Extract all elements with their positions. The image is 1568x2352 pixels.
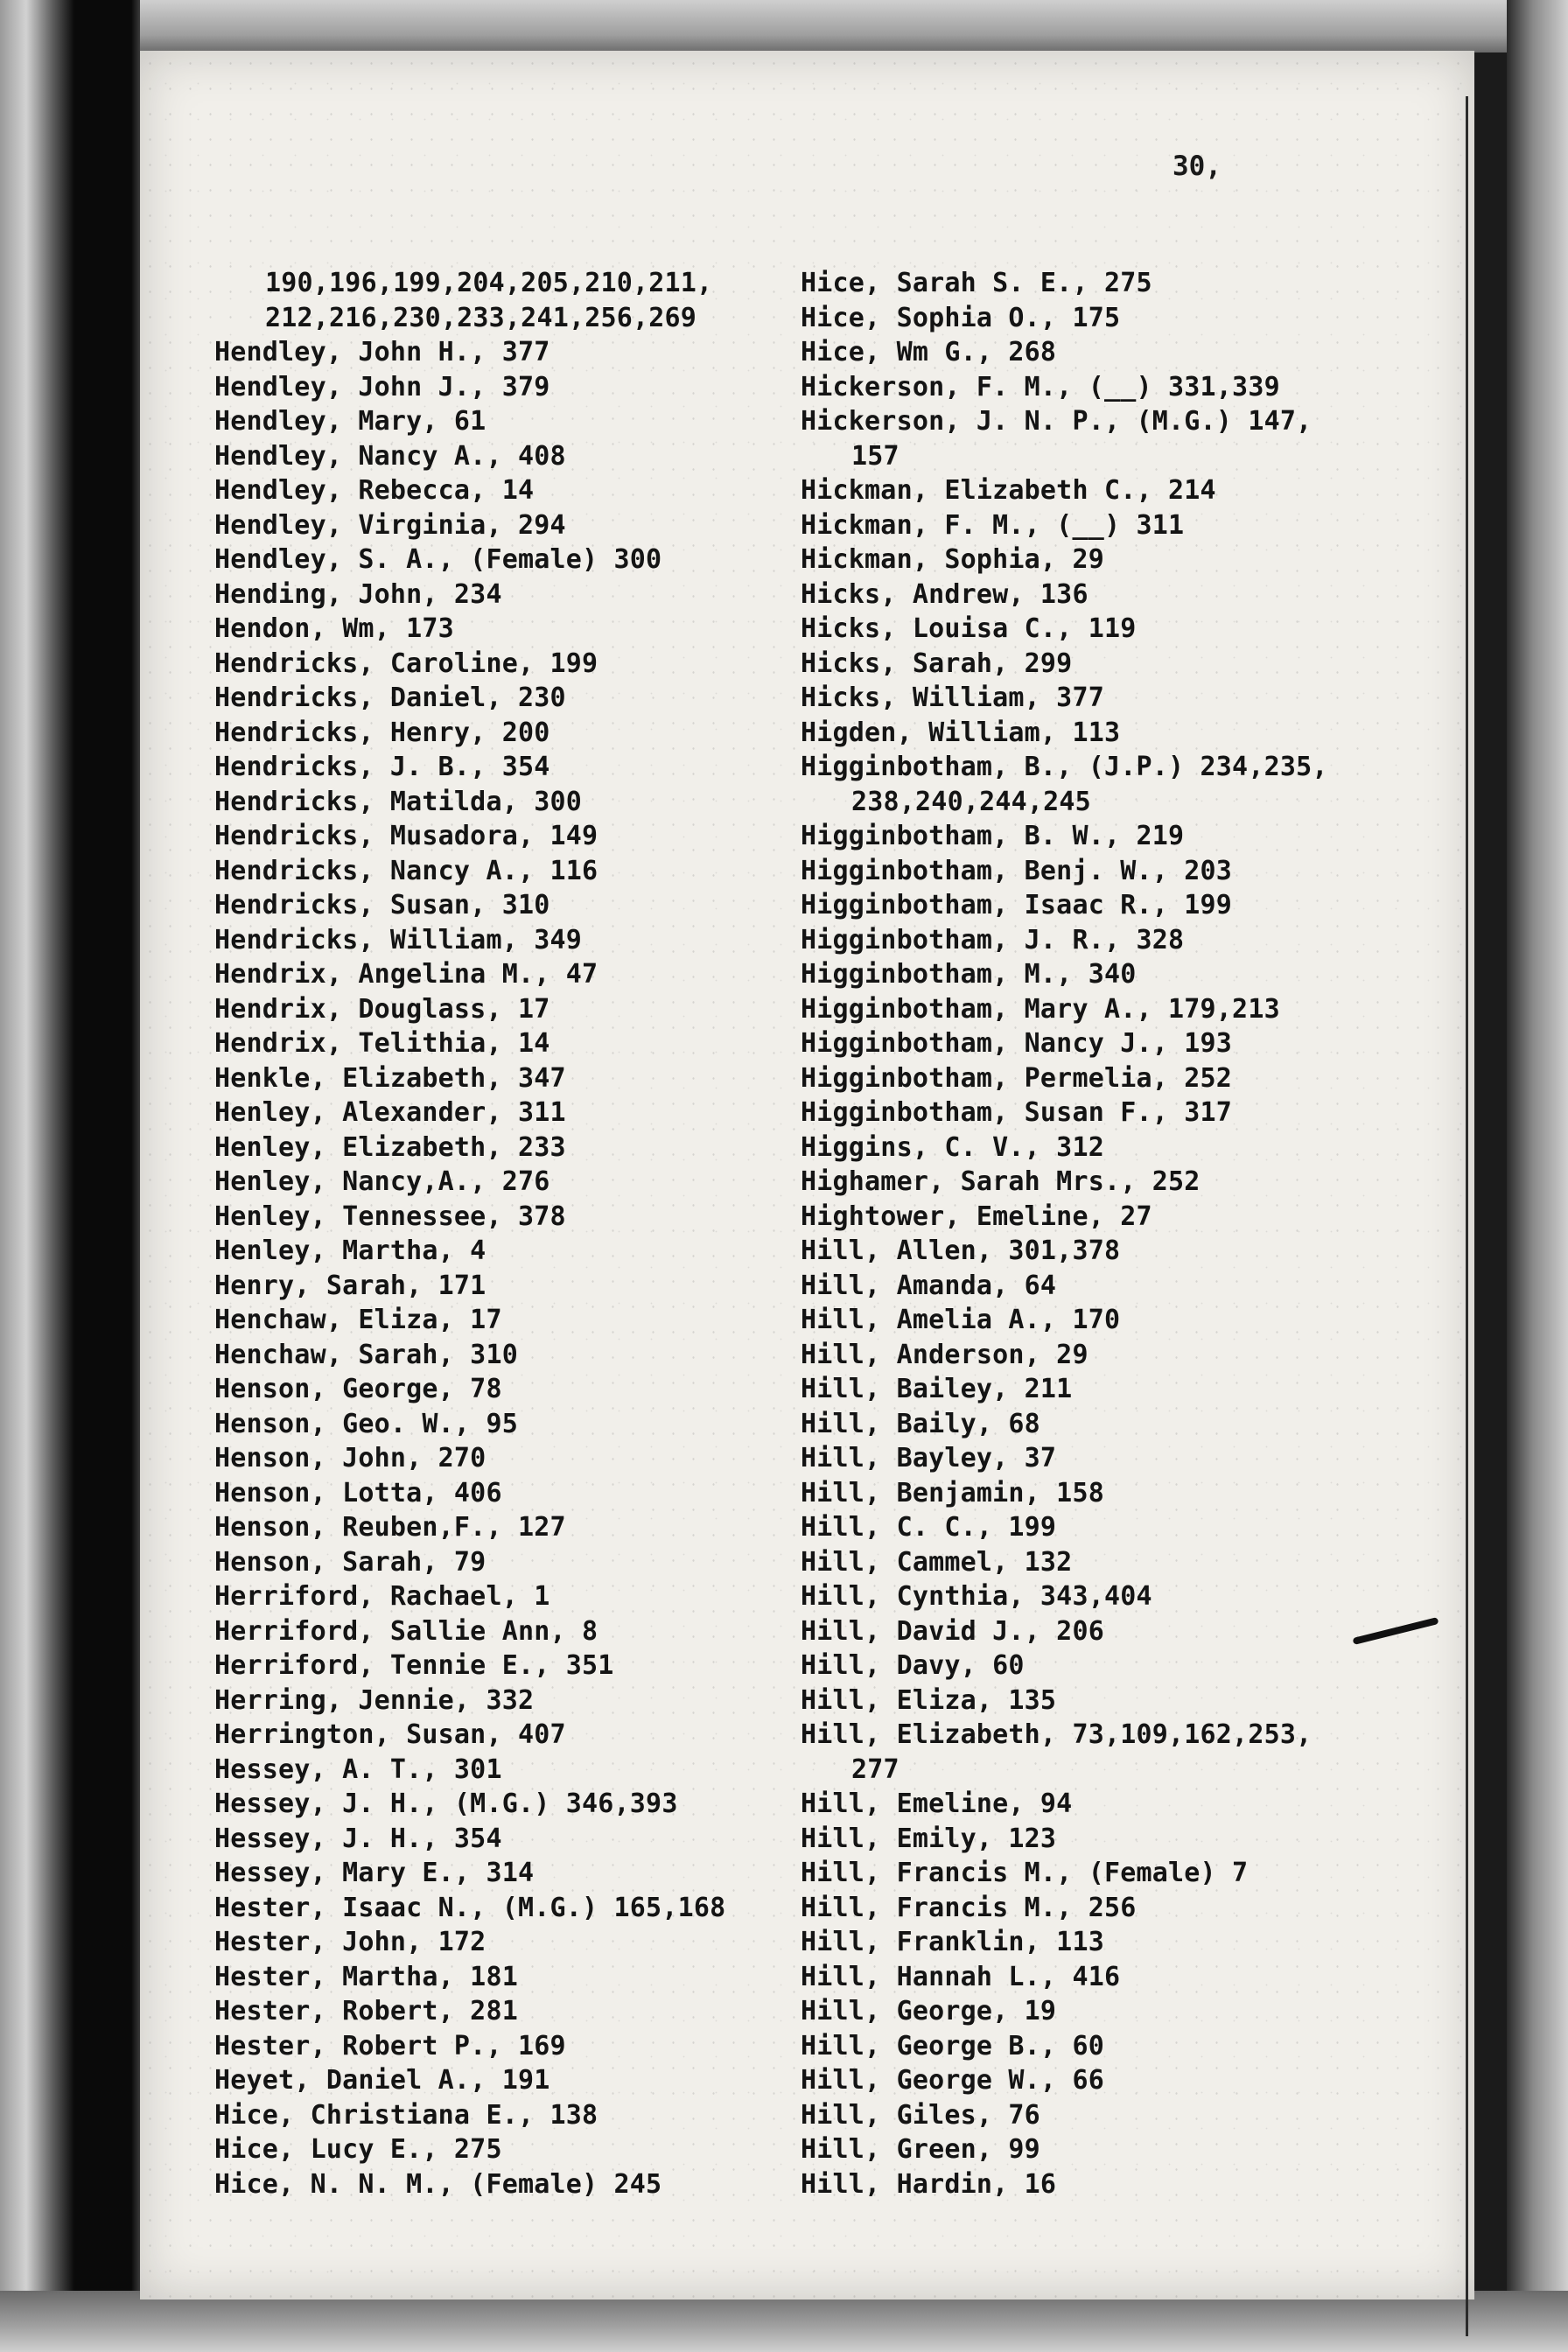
index-entry: Higginbotham, M., 340 (801, 959, 1137, 990)
index-entry: Higginbotham, Benj. W., 203 (801, 855, 1233, 886)
index-column-left (214, 266, 827, 2202)
index-entry: Hill, George W., 66 (801, 2065, 1104, 2096)
index-entry: Herrington, Susan, 407 (214, 1719, 566, 1750)
index-entry: Hending, John, 234 (214, 578, 502, 610)
index-entry: Hendricks, J. B., 354 (214, 752, 550, 782)
index-entry: Hill, Cammel, 132 (801, 1546, 1073, 1578)
index-entry: 277 (851, 1754, 900, 1785)
index-entry: Hessey, J. H., (M.G.) 346,393 (214, 1788, 678, 1819)
index-entry: Hendricks, Daniel, 230 (214, 682, 566, 713)
index-entry: Heyet, Daniel A., 191 (214, 2065, 550, 2096)
index-entry: Henchaw, Eliza, 17 (214, 1305, 502, 1335)
index-entry: Henson, Sarah, 79 (214, 1546, 486, 1578)
index-entry: Hill, Bailey, 211 (801, 1374, 1073, 1404)
index-entry: Hice, Sophia O., 175 (801, 302, 1121, 333)
index-entry: Hicks, Louisa C., 119 (801, 613, 1137, 644)
index-entry: Hester, Martha, 181 (214, 1961, 518, 1992)
index-entry: Hill, Eliza, 135 (801, 1684, 1057, 1716)
scan-border-top (0, 0, 1568, 52)
index-entry: Higginbotham, Permelia, 252 (801, 1062, 1233, 1094)
index-entry: Hicks, Sarah, 299 (801, 648, 1073, 679)
index-entry: Hice, Christiana E., 138 (214, 2099, 598, 2131)
index-entry: Hendley, Mary, 61 (214, 406, 486, 437)
index-entry: Hill, C. C., 199 (801, 1512, 1057, 1543)
index-entry: Hice, Lucy E., 275 (214, 2134, 502, 2165)
index-entry: Hickman, F. M., (__) 311 (801, 509, 1185, 541)
index-entry: Henson, Lotta, 406 (214, 1477, 502, 1508)
index-entry: Higgins, C. V., 312 (801, 1131, 1104, 1163)
index-entry: Higginbotham, B., (J.P.) 234,235, (801, 752, 1328, 782)
index-entry: Hendon, Wm, 173 (214, 613, 454, 644)
index-entry: Hendley, Rebecca, 14 (214, 475, 535, 506)
index-entry: Hice, Sarah S. E., 275 (801, 268, 1152, 298)
index-entry: Hickman, Elizabeth C., 214 (801, 475, 1216, 506)
index-entry: Hill, Anderson, 29 (801, 1339, 1088, 1370)
index-entry: Henley, Elizabeth, 233 (214, 1131, 566, 1163)
index-entry: Hill, Amanda, 64 (801, 1270, 1057, 1301)
index-entry: Henson, George, 78 (214, 1374, 502, 1404)
index-entry: Hickerson, J. N. P., (M.G.) 147, (801, 406, 1312, 437)
index-entry: Henson, Geo. W., 95 (214, 1408, 518, 1439)
index-entry: Hill, Emeline, 94 (801, 1788, 1073, 1819)
index-entry: Hessey, A. T., 301 (214, 1754, 502, 1785)
index-entry: Henry, Sarah, 171 (214, 1270, 486, 1301)
index-entry: Hendley, Virginia, 294 (214, 509, 566, 541)
index-entry: Henchaw, Sarah, 310 (214, 1339, 518, 1370)
scan-border-right (1507, 0, 1568, 2352)
index-entry: 212,216,230,233,241,256,269 (265, 302, 697, 333)
index-entry: Hill, Franklin, 113 (801, 1927, 1104, 1957)
index-entry: Henley, Martha, 4 (214, 1236, 486, 1266)
scan-border-bottom (0, 2291, 1568, 2352)
index-entry: Hill, Allen, 301,378 (801, 1236, 1121, 1266)
index-entry: Hill, Emily, 123 (801, 1823, 1057, 1854)
index-entry: Hill, Francis M., (Female) 7 (801, 1858, 1249, 1888)
index-entry: 157 (851, 440, 900, 472)
index-entry: Hendrix, Telithia, 14 (214, 1028, 550, 1059)
index-entry: Hendricks, William, 349 (214, 924, 583, 956)
page-number: 30, (1172, 150, 1222, 182)
index-entry: Herriford, Rachael, 1 (214, 1581, 550, 1612)
index-entry: Hill, Elizabeth, 73,109,162,253, (801, 1719, 1312, 1750)
index-entry: Hill, George B., 60 (801, 2030, 1104, 2062)
index-entry: Herring, Jennie, 332 (214, 1684, 535, 1716)
index-entry: Hendley, Nancy A., 408 (214, 440, 566, 472)
index-entry: Higginbotham, J. R., 328 (801, 924, 1185, 956)
index-entry: Hice, N. N. M., (Female) 245 (214, 2168, 662, 2200)
index-entry: Hendley, John J., 379 (214, 371, 550, 402)
index-entry: Hessey, Mary E., 314 (214, 1858, 535, 1888)
index-entry: Hill, Bayley, 37 (801, 1443, 1057, 1474)
index-entry: Hester, Robert, 281 (214, 1996, 518, 2026)
index-entry: 238,240,244,245 (851, 786, 1091, 817)
index-entry: Hendley, S. A., (Female) 300 (214, 544, 662, 575)
index-entry: Hessey, J. H., 354 (214, 1823, 502, 1854)
index-entry: Hill, George, 19 (801, 1996, 1057, 2026)
index-entry: Hendley, John H., 377 (214, 337, 550, 368)
index-entry: Hill, Francis M., 256 (801, 1892, 1137, 1923)
index-entry: Higginbotham, Isaac R., 199 (801, 890, 1233, 920)
index-entry: Hendricks, Matilda, 300 (214, 786, 583, 817)
index-entry: Hendricks, Nancy A., 116 (214, 855, 598, 886)
index-entry: Higginbotham, Nancy J., 193 (801, 1028, 1233, 1059)
index-entry: Hendricks, Susan, 310 (214, 890, 550, 920)
index-entry: Higden, William, 113 (801, 717, 1121, 748)
index-entry: Hill, Davy, 60 (801, 1650, 1025, 1681)
index-entry: Hice, Wm G., 268 (801, 337, 1057, 368)
index-entry: Hickerson, F. M., (__) 331,339 (801, 371, 1280, 402)
scan-border-left (0, 0, 140, 2352)
index-entry: Hicks, Andrew, 136 (801, 578, 1088, 610)
index-entry: Hill, Hardin, 16 (801, 2168, 1057, 2200)
index-entry: Higginbotham, Mary A., 179,213 (801, 993, 1280, 1025)
index-entry: Hill, Baily, 68 (801, 1408, 1040, 1439)
page-edge-line (1466, 96, 1468, 2336)
index-entry: Hendricks, Musadora, 149 (214, 821, 598, 851)
index-entry: Henkle, Elizabeth, 347 (214, 1062, 566, 1094)
index-entry: Hendrix, Douglass, 17 (214, 993, 550, 1025)
index-entry: Herriford, Tennie E., 351 (214, 1650, 614, 1681)
index-entry: Hendrix, Angelina M., 47 (214, 959, 598, 990)
index-entry: Hill, Cynthia, 343,404 (801, 1581, 1152, 1612)
index-entry: Hightower, Emeline, 27 (801, 1200, 1152, 1232)
index-entry: Hickman, Sophia, 29 (801, 544, 1104, 575)
index-entry: Henson, John, 270 (214, 1443, 486, 1474)
index-entry: Higginbotham, Susan F., 317 (801, 1097, 1233, 1128)
index-entry: Hill, Green, 99 (801, 2134, 1040, 2165)
index-entry: Hester, John, 172 (214, 1927, 486, 1957)
index-entry: 190,196,199,204,205,210,211, (265, 268, 713, 298)
index-entry: Henley, Alexander, 311 (214, 1097, 566, 1128)
index-entry: Hill, Hannah L., 416 (801, 1961, 1121, 1992)
index-entry: Higginbotham, B. W., 219 (801, 821, 1185, 851)
index-column-right (801, 266, 1413, 2202)
index-entry: Hendricks, Caroline, 199 (214, 648, 598, 679)
index-entry: Hester, Robert P., 169 (214, 2030, 566, 2062)
index-entry: Henson, Reuben,F., 127 (214, 1512, 566, 1543)
index-entry: Hill, Giles, 76 (801, 2099, 1040, 2131)
index-entry: Hill, David J., 206 (801, 1615, 1104, 1647)
index-entry: Hill, Benjamin, 158 (801, 1477, 1104, 1508)
index-entry: Hester, Isaac N., (M.G.) 165,168 (214, 1892, 726, 1923)
index-entry: Herriford, Sallie Ann, 8 (214, 1615, 598, 1647)
index-entry: Highamer, Sarah Mrs., 252 (801, 1166, 1200, 1197)
index-entry: Hendricks, Henry, 200 (214, 717, 550, 748)
index-entry: Henley, Nancy,A., 276 (214, 1166, 550, 1197)
index-entry: Hicks, William, 377 (801, 682, 1104, 713)
index-entry: Henley, Tennessee, 378 (214, 1200, 566, 1232)
index-entry: Hill, Amelia A., 170 (801, 1305, 1121, 1335)
